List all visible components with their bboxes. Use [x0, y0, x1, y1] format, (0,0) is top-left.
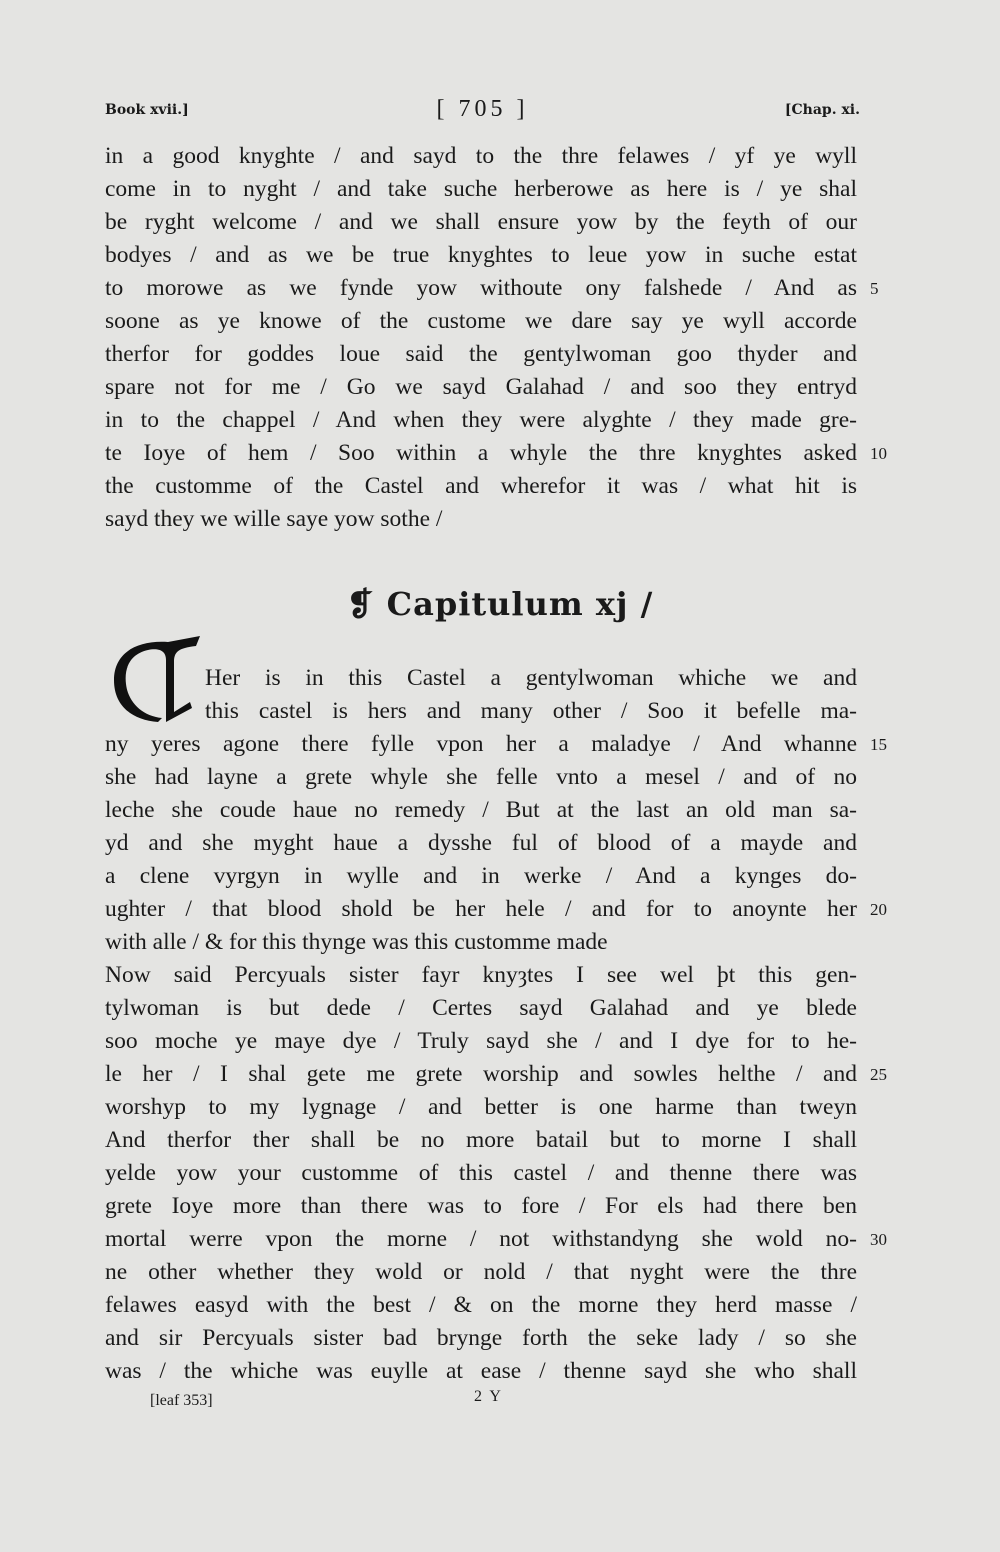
text-line: a clene vyrgyn in wylle and in werke / And a kynges do- — [105, 863, 857, 889]
text-line: tylwoman is but dede / Certes sayd Galahad and ye blede — [105, 995, 857, 1021]
running-head — [105, 96, 860, 126]
text-line: was / the whiche was euylle at ease / thenne sayd she who shall — [105, 1358, 857, 1384]
text-line: with alle / & for this thynge was this customme made — [105, 929, 608, 955]
text-line: soone as ye knowe of the custome we dare say ye wyll accorde — [105, 308, 857, 334]
running-head-book: Book xvii.] — [105, 102, 189, 118]
text-line: ughter / that blood shold be her hele / and for to anoynte her — [105, 896, 857, 922]
text-line: grete Ioye more than there was to fore / For els had there ben — [105, 1193, 857, 1219]
text-line: sayd they we wille saye yow sothe / — [105, 506, 443, 532]
line-number: 15 — [870, 735, 887, 754]
text-line: therfor for goddes loue said the gentylwoman goo thyder and — [105, 341, 857, 367]
running-head-chapter: [Chap. xi. — [784, 102, 860, 118]
text-line: felawes easyd with the best / & on the morne they herd masse / — [105, 1292, 857, 1318]
text-line: be ryght welcome / and we shall ensure yow by the feyth of our — [105, 209, 857, 235]
page-number: [ 705 ] — [436, 96, 529, 122]
text-line: yelde yow your customme of this castel / and thenne there was — [105, 1160, 857, 1186]
text-line: come in to nyght / and take suche herberowe as here is / ye shal — [105, 176, 857, 202]
line-number: 25 — [870, 1065, 887, 1084]
text-line: te Ioye of hem / Soo within a whyle the thre knyghtes asked — [105, 440, 857, 466]
text-line: and sir Percyuals sister bad brynge forth the seke lady / so she — [105, 1325, 857, 1351]
text-line: the customme of the Castel and wherefor it was / what hit is — [105, 473, 857, 499]
text-line: this castel is hers and many other / Soo it befelle ma- — [205, 698, 857, 724]
line-number: 10 — [870, 444, 887, 463]
text-line: le her / I shal gete me grete worship and sowles helthe / and — [105, 1061, 857, 1087]
drop-cap-initial — [108, 632, 204, 724]
line-number: 5 — [870, 279, 879, 298]
text-line: in a good knyghte / and sayd to the thre felawes / yf ye wyll — [105, 143, 857, 169]
chapter-heading: ❡ Capitulum xj / — [346, 585, 654, 623]
line-number: 20 — [870, 900, 887, 919]
text-line: soo moche ye maye dye / Truly sayd she / and I dye for to he- — [105, 1028, 857, 1054]
gathering-mark: 2 Y — [474, 1388, 503, 1405]
leaf-signature: [leaf 353] — [150, 1392, 213, 1409]
text-line: ny yeres agone there fylle vpon her a maladye / And whanne — [105, 731, 857, 757]
text-line: worshyp to my lygnage / and better is one harme than tweyn — [105, 1094, 857, 1120]
text-line: bodyes / and as we be true knyghtes to leue yow in suche estat — [105, 242, 857, 268]
text-line: spare not for me / Go we sayd Galahad / and soo they entryd — [105, 374, 857, 400]
text-line: leche she coude haue no remedy / But at the last an old man sa- — [105, 797, 857, 823]
text-line: Now said Percyuals sister fayr knyȝtes I see wel þt this gen- — [105, 962, 857, 988]
text-line: And therfor ther shall be no more batail but to morne I shall — [105, 1127, 857, 1153]
text-line: ne other whether they wold or nold / that nyght were the thre — [105, 1259, 857, 1285]
text-line: yd and she myght haue a dysshe ful of blood of a mayde and — [105, 830, 857, 856]
text-line: mortal werre vpon the morne / not withstandyng she wold no- — [105, 1226, 857, 1252]
text-line: to morowe as we fynde yow withoute ony falshede / And as — [105, 275, 857, 301]
text-line: she had layne a grete whyle she felle vnto a mesel / and of no — [105, 764, 857, 790]
line-number: 30 — [870, 1230, 887, 1249]
text-line: Her is in this Castel a gentylwoman whiche we and — [205, 665, 857, 691]
text-line: in to the chappel / And when they were alyghte / they made gre- — [105, 407, 857, 433]
